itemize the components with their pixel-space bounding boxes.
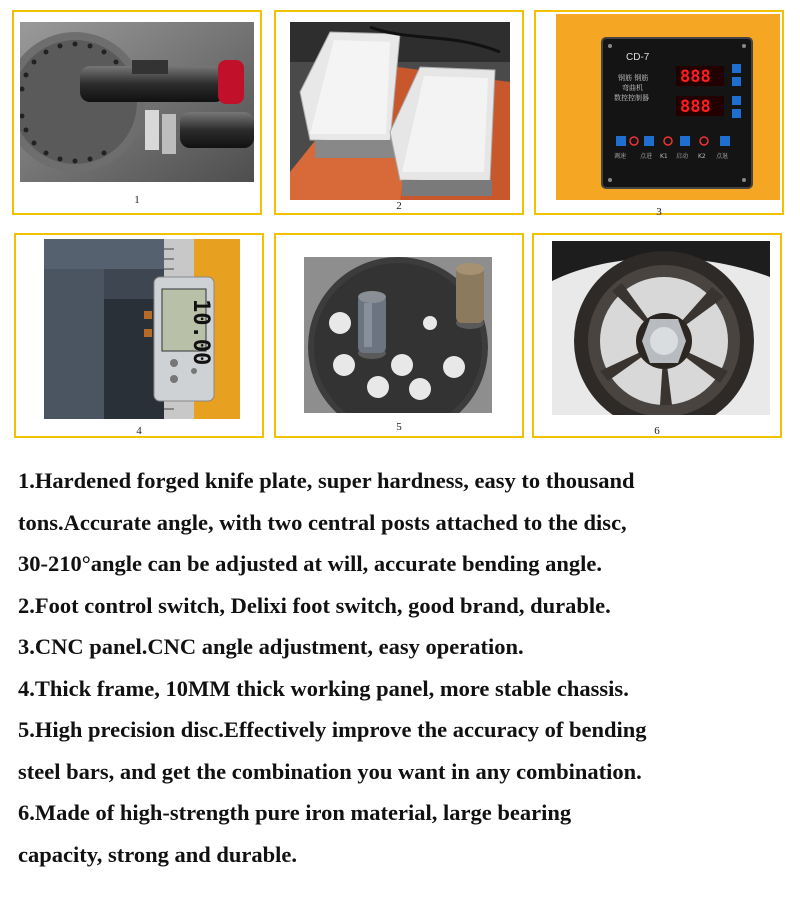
led-display-bottom: 888	[680, 97, 711, 117]
panel-btn-label-6: 点退	[716, 153, 729, 160]
photo-cell-3	[534, 10, 784, 218]
precision-disc-photo	[304, 257, 492, 413]
panel-btn-label-3: K1	[660, 153, 668, 160]
caliper-reading: 10.00	[188, 299, 213, 366]
photo-cell-2	[274, 10, 524, 215]
photo-caption-6: 6	[654, 425, 660, 437]
panel-label-3: 数控控制器	[614, 94, 649, 102]
panel-btn-label-5: K2	[698, 153, 706, 160]
panel-model-text: CD-7	[626, 52, 650, 63]
photo-caption-4: 4	[136, 425, 142, 437]
photo-caption-5: 5	[396, 421, 402, 433]
photo-caption-1: 1	[134, 194, 140, 206]
description-line-9: 6.Made of high-strength pure iron material, large bearing	[18, 800, 572, 825]
description-line-6: 4.Thick frame, 10MM thick working panel, more stable chassis.	[18, 675, 629, 701]
panel-btn-label-4: 启动	[676, 153, 689, 160]
description-line-8: steel bars, and get the combination you want in any combination.	[18, 758, 642, 784]
panel-btn-label-1: 调速	[614, 153, 627, 160]
description-line-3: 30-210°angle can be adjusted at will, accurate bending angle.	[18, 551, 603, 576]
product-description	[18, 460, 788, 875]
thick-frame-photo	[44, 239, 240, 419]
photo-cell-1	[12, 10, 262, 215]
cnc-panel-photo	[556, 14, 780, 200]
foot-switch-photo	[290, 22, 510, 200]
description-line-10: capacity, strong and durable.	[18, 841, 297, 867]
panel-btn-label-2: 点进	[640, 153, 653, 160]
led-display-top: 888	[680, 67, 711, 87]
photo-cell-4	[14, 233, 264, 438]
knife-plate-photo	[20, 22, 254, 182]
photo-caption-2: 2	[396, 200, 402, 212]
photo-cell-6	[532, 233, 782, 438]
photo-cell-5	[274, 233, 524, 438]
iron-wheel-photo	[552, 241, 770, 415]
description-line-7: 5.High precision disc.Effectively improve the accuracy of bending	[18, 717, 647, 742]
panel-label-2: 弯曲机	[622, 84, 643, 92]
photo-caption-3: 3	[656, 206, 662, 218]
description-line-2: tons.Accurate angle, with two central posts attached to the disc,	[18, 509, 627, 535]
description-line-4: 2.Foot control switch, Delixi foot switch, good brand, durable.	[18, 592, 611, 618]
description-line-1: 1.Hardened forged knife plate, super hardness, easy to thousand	[18, 468, 635, 493]
description-line-5: 3.CNC panel.CNC angle adjustment, easy operation.	[18, 634, 524, 659]
panel-label-1: 钢筋 钢筋	[618, 74, 649, 82]
